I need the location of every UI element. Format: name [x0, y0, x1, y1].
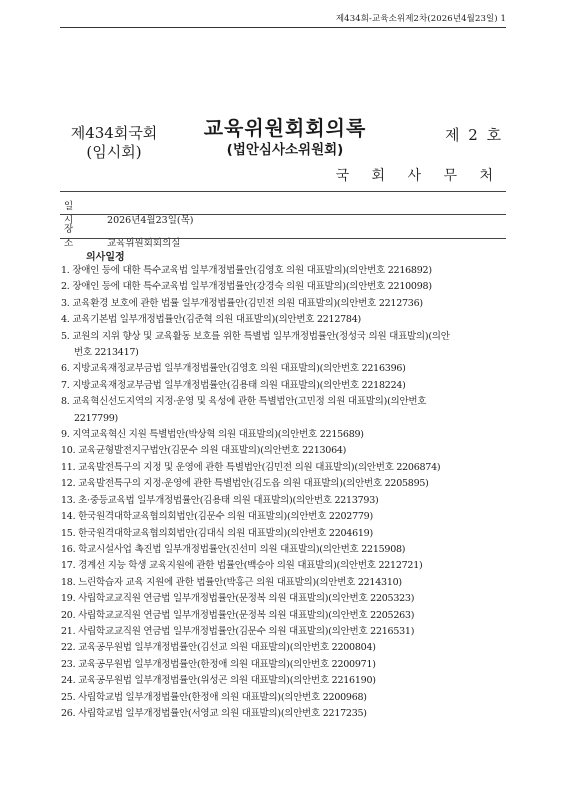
agenda-item: 21. 사립학교교직원 연금법 일부개정법률안(김문수 의원 대표발의)(의안번호 2216531) [61, 625, 415, 637]
agenda-item: 6. 지방교육재정교부금법 일부개정법률안(김영호 의원 대표발의)(의안번호 2216396) [61, 363, 406, 375]
meta-rule-2 [60, 238, 506, 239]
place-label: 장 소 [64, 224, 82, 249]
agenda-item: 11. 교육발전특구의 지정 및 운영에 관한 특별법안(김민전 의원 대표발의)(의안번호 2206874) [61, 461, 441, 473]
agenda-item: 9. 지역교육혁신 지원 특별법안(박상혁 의원 대표발의)(의안번호 2215689) [61, 429, 364, 441]
agenda-list [61, 263, 515, 722]
agenda-item: 18. 느린학습자 교육 지원에 관한 법률안(박홍근 의원 대표발의)(의안번호 2214310) [61, 576, 402, 588]
agenda-item: 12. 교육발전특구의 지정·운영에 관한 특별법안(김도읍 의원 대표발의)(의안번호 2205895) [61, 478, 429, 490]
document-subtitle: (법안심사소위원회) [226, 142, 344, 158]
agenda-title: 의사일정 [86, 252, 125, 263]
session-block [64, 124, 164, 162]
publisher-office: 국 회 사 무 처 [335, 168, 502, 184]
agenda-item: 5. 교원의 지위 향상 및 교육활동 보호를 위한 특별법 일부개정법률안(정성국 의원 대표발의)(의안 번호 2213417) [61, 330, 450, 359]
place-value: 교육위원회회의실 [107, 238, 181, 249]
agenda-item: 25. 사립학교법 일부개정법률안(한정애 의원 대표발의)(의안번호 2200968) [61, 691, 367, 703]
agenda-item: 7. 지방교육재정교부금법 일부개정법률안(김용태 의원 대표발의)(의안번호 2218224) [61, 379, 406, 391]
agenda-item: 19. 사립학교교직원 연금법 일부개정법률안(문정복 의원 대표발의)(의안번호 2205323) [61, 593, 415, 605]
meeting-place-row [64, 221, 180, 249]
agenda-item: 15. 한국원격대학교육협의회법안(김대식 의원 대표발의)(의안번호 2204619) [61, 527, 373, 539]
document-title: 교육위원회회의록 [203, 116, 367, 140]
agenda-item: 23. 교육공무원법 일부개정법률안(한정애 의원 대표발의)(의안번호 2200971) [61, 658, 376, 670]
issue-number: 제 2 호 [445, 126, 504, 144]
agenda-item: 17. 경계선 지능 학생 교육지원에 관한 법률안(백승아 의원 대표발의)(의안번호 2212721) [61, 560, 423, 572]
session-type: (임시회) [86, 143, 142, 161]
masthead-rule [60, 191, 506, 192]
agenda-item: 10. 교육균형발전지구법안(김문수 의원 대표발의)(의안번호 2213064) [61, 445, 347, 457]
date-label: 일 시 [64, 201, 82, 226]
agenda-item: 14. 한국원격대학교육협의회법안(김문수 의원 대표발의)(의안번호 2202779) [61, 511, 373, 523]
agenda-item: 2. 장애인 등에 대한 특수교육법 일부개정법률안(강경숙 의원 대표발의)(의안번호 2210098) [61, 281, 432, 293]
meta-rule-1 [60, 214, 506, 215]
agenda-item: 13. 초·중등교육법 일부개정법률안(김용태 의원 대표발의)(의안번호 2213793) [61, 494, 379, 506]
session-number: 제434회국회 [70, 124, 158, 142]
agenda-item: 24. 교육공무원법 일부개정법률안(위성곤 의원 대표발의)(의안번호 2216190) [61, 675, 376, 687]
running-head: 제434회-교육소위제2차(2026년4월23일) 1 [335, 14, 506, 24]
agenda-item: 1. 장애인 등에 대한 특수교육법 일부개정법률안(김영호 의원 대표발의)(의안번호 2216892) [61, 265, 432, 276]
agenda-item: 16. 학교시설사업 촉진법 일부개정법률안(진선미 의원 대표발의)(의안번호 2215908) [61, 543, 406, 555]
agenda-item: 8. 교육혁신선도지역의 지정·운영 및 육성에 관한 특별법안(고민정 의원 대표발의)(의안번호 2217799) [61, 396, 427, 424]
date-value: 2026년4월23일(목) [107, 215, 194, 226]
agenda-item: 22. 교육공무원법 일부개정법률안(김선교 의원 대표발의)(의안번호 2200804) [61, 642, 376, 654]
agenda-item: 3. 교육환경 보호에 관한 법률 일부개정법률안(김민전 의원 대표발의)(의안번호 2212736) [61, 297, 423, 309]
header-rule [60, 27, 506, 28]
agenda-item: 26. 사립학교법 일부개정법률안(서영교 의원 대표발의)(의안번호 2217235) [61, 707, 367, 719]
agenda-item: 20. 사립학교교직원 연금법 일부개정법률안(문정복 의원 대표발의)(의안번호 2205263) [61, 609, 415, 621]
agenda-item: 4. 교육기본법 일부개정법률안(김준혁 의원 대표발의)(의안번호 2212784) [61, 314, 361, 326]
